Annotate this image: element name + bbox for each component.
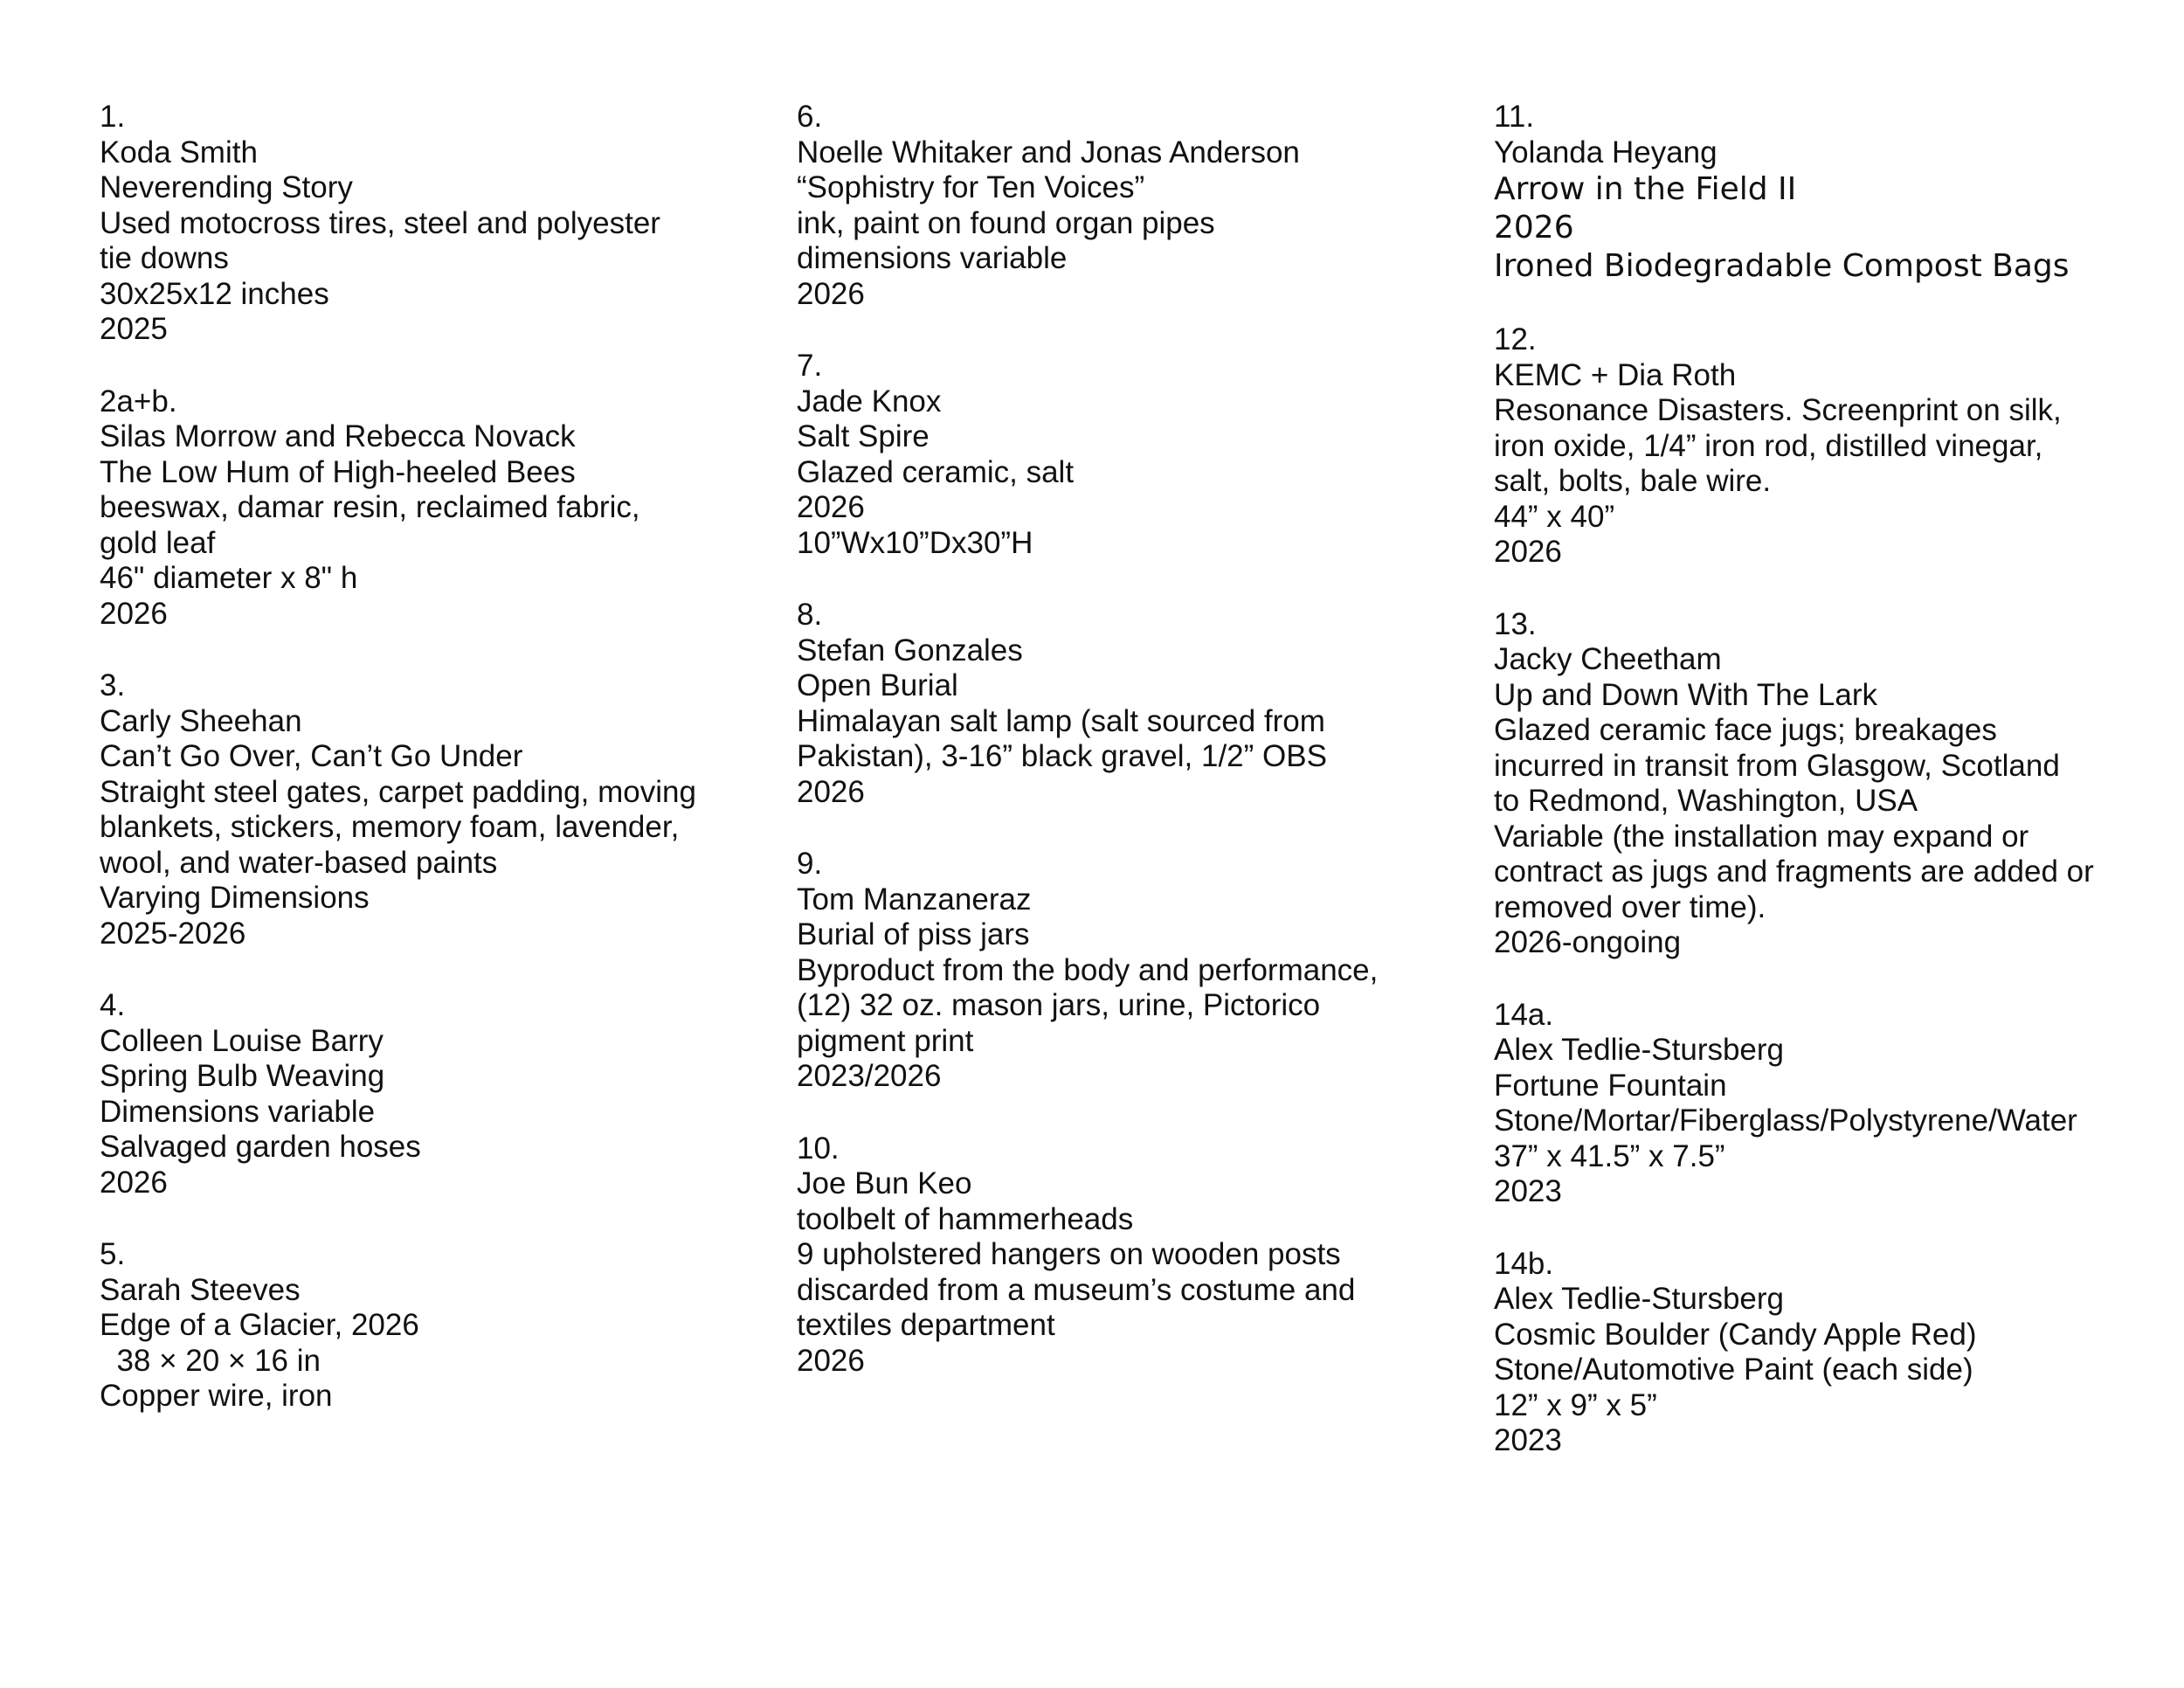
entry-detail-line: beeswax, damar resin, reclaimed fabric, — [100, 490, 640, 524]
artwork-entry — [1494, 607, 2140, 961]
entry-number: 14a. — [1494, 997, 1554, 1032]
entry-detail-line: to Redmond, Washington, USA — [1494, 784, 1918, 818]
artwork-entry — [100, 988, 746, 1200]
entry-detail-line: 2023 — [1494, 1423, 1562, 1457]
entry-number: 1. — [100, 100, 126, 134]
artist-name: Noelle Whitaker and Jonas Anderson — [797, 135, 1300, 169]
entry-number: 4. — [100, 988, 126, 1022]
entry-detail-line: 46" diameter x 8" h — [100, 561, 358, 595]
entry-detail-line: Copper wire, iron — [100, 1379, 333, 1413]
entry-detail-line: 2025-2026 — [100, 916, 246, 951]
entry-number: 6. — [797, 100, 823, 134]
artist-name: Jacky Cheetham — [1494, 642, 1722, 676]
entry-number: 9. — [797, 847, 823, 881]
entry-detail-line: 2026 — [797, 490, 865, 524]
entry-number: 7. — [797, 349, 823, 383]
entry-number: 3. — [100, 668, 126, 702]
entry-number: 11. — [1494, 100, 1535, 134]
entry-detail-line: pigment print — [797, 1023, 974, 1058]
entry-detail-line: gold leaf — [100, 525, 216, 560]
entry-detail-line: Edge of a Glacier, 2026 — [100, 1308, 419, 1342]
checklist-column-2 — [797, 100, 1443, 1379]
entry-detail-line: tie downs — [100, 241, 229, 275]
entry-detail-line: Byproduct from the body and performance, — [797, 952, 1379, 987]
artwork-entry — [100, 384, 746, 633]
entry-detail-line: 2025 — [100, 312, 168, 346]
artist-name: Yolanda Heyang — [1494, 135, 1717, 169]
artwork-entry — [1494, 998, 2140, 1210]
entry-detail-line: Neverending Story — [100, 170, 353, 204]
entry-detail-line: 37” x 41.5” x 7.5” — [1494, 1138, 1725, 1173]
entry-detail-line: toolbelt of hammerheads — [797, 1201, 1134, 1236]
artist-name: Stefan Gonzales — [797, 633, 1023, 668]
entry-detail-line: Stone/Automotive Paint (each side) — [1494, 1352, 1973, 1387]
entry-detail-line: 44” x 40” — [1494, 499, 1615, 534]
entry-detail-line: Up and Down With The Lark — [1494, 677, 1878, 712]
artist-name: Colleen Louise Barry — [100, 1023, 384, 1058]
entry-detail-line: The Low Hum of High-heeled Bees — [100, 454, 576, 489]
entry-detail-line: Salt Spire — [797, 419, 930, 453]
entry-detail-line: Himalayan salt lamp (salt sourced from — [797, 703, 1325, 738]
artwork-entry — [100, 1237, 746, 1415]
artwork-entry — [797, 847, 1443, 1095]
entry-detail-line: discarded from a museum’s costume and — [797, 1272, 1356, 1307]
entry-detail-line: Stone/Mortar/Fiberglass/Polystyrene/Water — [1494, 1103, 2077, 1138]
entry-detail-line: contract as jugs and fragments are added or — [1494, 854, 2094, 889]
entry-detail-line: incurred in transit from Glasgow, Scotland — [1494, 748, 2060, 783]
entry-detail-line: 2026 — [1494, 535, 1562, 569]
entry-detail-line: 30x25x12 inches — [100, 276, 329, 311]
entry-detail-line: Burial of piss jars — [797, 917, 1030, 951]
entry-number: 13. — [1494, 606, 1537, 641]
entry-detail-line: dimensions variable — [797, 241, 1068, 275]
entry-detail-line: 2026 — [100, 1165, 168, 1200]
entry-number: 10. — [797, 1131, 840, 1166]
entry-detail-line: Ironed Biodegradable Compost Bags — [1494, 248, 2070, 284]
entry-detail-line: 2026 — [100, 596, 168, 631]
entry-detail-line: Fortune Fountain — [1494, 1068, 1727, 1103]
entry-detail-line: iron oxide, 1/4” iron rod, distilled vinegar, — [1494, 428, 2043, 463]
entry-detail-line: 2026-ongoing — [1494, 925, 1682, 959]
entry-detail-line: Cosmic Boulder (Candy Apple Red) — [1494, 1317, 1977, 1352]
entry-detail-line: Dimensions variable — [100, 1094, 376, 1129]
artist-name: Sarah Steeves — [100, 1272, 301, 1307]
artist-name: Silas Morrow and Rebecca Novack — [100, 419, 576, 453]
entry-detail-line: Pakistan), 3-16” black gravel, 1/2” OBS — [797, 739, 1327, 773]
entry-detail-line: 12” x 9” x 5” — [1494, 1387, 1657, 1422]
entry-number: 12. — [1494, 322, 1537, 356]
artist-name: Koda Smith — [100, 135, 258, 169]
entry-detail-line: Spring Bulb Weaving — [100, 1059, 385, 1093]
entry-detail-line: textiles department — [797, 1308, 1055, 1342]
artist-name: Joe Bun Keo — [797, 1166, 972, 1200]
entry-detail-line: 2026 — [797, 774, 865, 809]
artist-name: Tom Manzaneraz — [797, 882, 1032, 917]
entry-detail-line: Salvaged garden hoses — [100, 1130, 421, 1164]
artwork-entry — [1494, 1247, 2140, 1459]
entry-detail-line: 9 upholstered hangers on wooden posts — [797, 1237, 1341, 1271]
checklist-column-3 — [1494, 100, 2140, 1459]
entry-detail-line: Can’t Go Over, Can’t Go Under — [100, 739, 523, 773]
entry-detail-line: Varying Dimensions — [100, 881, 370, 915]
entry-number: 14b. — [1494, 1246, 1554, 1281]
entry-detail-line: 2026 — [797, 276, 865, 311]
entry-detail-line: “Sophistry for Ten Voices” — [797, 170, 1145, 204]
entry-detail-line: removed over time). — [1494, 889, 1766, 924]
artwork-entry — [100, 668, 746, 951]
entry-detail-line: Straight steel gates, carpet padding, moving — [100, 774, 696, 809]
artwork-entry — [797, 349, 1443, 561]
entry-detail-line: 2026 — [797, 1343, 865, 1378]
artwork-entry — [1494, 322, 2140, 571]
entry-detail-line: 2026 — [1494, 210, 1574, 246]
artist-name: KEMC + Dia Roth — [1494, 357, 1737, 392]
entry-detail-line: Arrow in the Field II — [1494, 171, 1797, 207]
entry-number: 5. — [100, 1237, 126, 1271]
entry-detail-line: Resonance Disasters. Screenprint on silk, — [1494, 393, 2062, 427]
checklist-column-1 — [100, 100, 746, 1415]
entry-detail-line: 2023/2026 — [797, 1059, 942, 1093]
entry-detail-line: Variable (the installation may expand or — [1494, 819, 2029, 854]
entry-detail-line: ink, paint on found organ pipes — [797, 205, 1215, 240]
entry-detail-line: 10”Wx10”Dx30”H — [797, 525, 1033, 560]
artist-name: Carly Sheehan — [100, 703, 302, 738]
entry-number: 8. — [797, 598, 823, 632]
artist-name: Jade Knox — [797, 384, 942, 419]
entry-detail-line: Glazed ceramic, salt — [797, 454, 1075, 489]
artist-name: Alex Tedlie-Stursberg — [1494, 1282, 1785, 1316]
artwork-entry — [797, 1131, 1443, 1380]
artwork-entry — [1494, 100, 2140, 286]
artwork-entry — [797, 100, 1443, 312]
entry-detail-line: (12) 32 oz. mason jars, urine, Pictorico — [797, 988, 1321, 1022]
entry-detail-line: salt, bolts, bale wire. — [1494, 464, 1772, 498]
entry-detail-line: Glazed ceramic face jugs; breakages — [1494, 713, 1997, 747]
entry-detail-line: Used motocross tires, steel and polyester — [100, 205, 660, 240]
entry-detail-line: 2023 — [1494, 1174, 1562, 1208]
entry-detail-line: wool, and water-based paints — [100, 845, 498, 880]
entry-detail-line: Open Burial — [797, 668, 958, 702]
entry-detail-line: blankets, stickers, memory foam, lavender, — [100, 810, 680, 844]
entry-number: 2a+b. — [100, 384, 177, 419]
entry-detail-line: 38 × 20 × 16 in — [100, 1343, 321, 1378]
artwork-entry — [100, 100, 746, 348]
artist-name: Alex Tedlie-Stursberg — [1494, 1033, 1785, 1067]
artwork-entry — [797, 598, 1443, 810]
